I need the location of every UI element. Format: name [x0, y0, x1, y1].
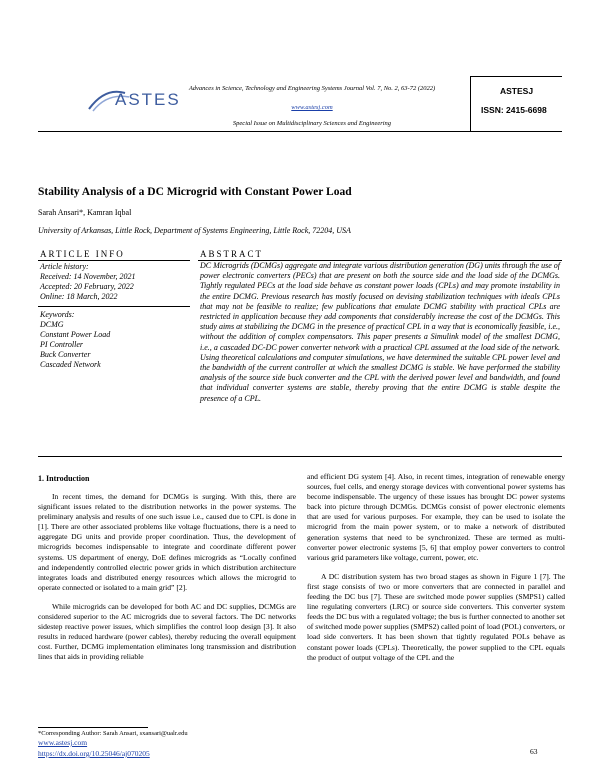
abstract-heading: ABSTRACT: [200, 249, 264, 259]
history-online: Online: 18 March, 2022: [40, 292, 118, 301]
paragraph: and efficient DG system [4]. Also, in recent times, integration of renewable energy sources, fuel cells, and energy storage devices with conventional power systems has become indispensable. The urgency of these issues has brought DC power systems back into picture through DCMGs. DCMGs consist of power electronic elements that are used for various purposes. For example, they can be used to isolate the microgrid from the main power system, or to make a network of distributed generation systems that need to be synchronized. These are termed as multi-converter power electronic systems [5, 6] that employ power converters to control various grid parameters like voltage, current, power, etc.: [307, 472, 565, 562]
keyword: Buck Converter: [40, 350, 91, 359]
header-rule-bottom: [38, 131, 562, 132]
article-info-rule: [38, 260, 190, 261]
introduction-heading: 1. Introduction: [38, 474, 90, 483]
paper-authors: Sarah Ansari*, Kamran Iqbal: [38, 208, 132, 217]
journal-url-link[interactable]: www.astesj.com: [291, 104, 333, 111]
paper-title: Stability Analysis of a DC Microgrid with Constant Power Load: [38, 186, 352, 198]
history-rule: [38, 306, 190, 307]
paragraph: In recent times, the demand for DCMGs is surging. With this, there are significant issues related to the distribution networks in the power systems. The preliminary analysis and results of one such issue i.e., caused due to CPL is done in [1]. There are other associated problems like voltage fluctuations, there is a need to aggregate DG units and provide proper coordination. Thus, the development of microgrids becomes indispensable to integrate and coordinate different power systems. US department of energy, DoE defines microgrids as “Locally confined and independently controlled electric power grids in which distribution architecture integrates loads and distributed energy resources which allows the microgrid to operate connected or isolated to a main grid” [2].: [38, 492, 296, 592]
paper-affiliation: University of Arkansas, Little Rock, Department of Systems Engineering, Little Rock, 72204, USA: [38, 226, 351, 235]
page-number: 63: [530, 747, 538, 756]
paragraph: While microgrids can be developed for both AC and DC supplies, DCMGs are considered superior to the AC microgrids due to several factors. The DC networks sidestep reactive power issues, which simplifies the control loop design [3]. It also results in reduced hardware (power cables), thereby reducing the overall equipment cost. Further, DCMG implementation eliminates long transmission and distribution lines that aids in providing reliable: [38, 601, 296, 662]
paragraph: A DC distribution system has two broad stages as shown in Figure 1 [7]. The first stage consists of two or more converters that are connected in parallel and feeding the DC bus [7]. These are switched mode power supplies (SMPS1) called line regulating converters (LRC) or source side converters. This converter system feeds the DC bus with a regulated voltage; the bus is further connected to another set of switched mode power supplies (SMPS2) called point of load (POL) converters, or load side converters. It has been shown that tightly regulated POLs behave as constant power loads (CPLs). Theoretically, the power supplied to the CPL equals the product of output voltage of the CPL and the: [307, 571, 565, 662]
issn: ISSN: 2415-6698: [481, 105, 547, 115]
header-rule-top: [470, 76, 562, 77]
abstract-end-rule: [38, 456, 562, 457]
article-info-heading: ARTICLE INFO: [40, 249, 125, 259]
history-accepted: Accepted: 20 February, 2022: [40, 282, 134, 291]
header-rule-divider: [470, 76, 471, 131]
right-column: [307, 472, 565, 672]
footnote-rule: [38, 727, 148, 728]
footer-url-link[interactable]: www.astesj.com: [38, 738, 88, 747]
history-label: Article history:: [40, 262, 89, 271]
brand-name: ASTES: [115, 90, 181, 109]
journal-line: Advances in Science, Technology and Engineering Systems Journal Vol. 7, No. 2, 63-72 (2022): [188, 85, 436, 92]
special-issue-line: Special Issue on Multidisciplinary Sciences and Engineering: [232, 120, 392, 127]
journal-abbrev: ASTESJ: [500, 86, 534, 96]
abstract-text: DC Microgrids (DCMGs) aggregate and integrate various distribution generation (DG) units through the use of power electronic converters (PECs) that are present on both the source side and the load side of the DCMGs. Tightly regulated PECs at the load side behave as constant power loads (CPLs) and may promote instability in the entire DCMG. Previous research has mostly focused on devising stabilization techniques with ideals CPLs that may not be feasible to realize; few publications that emulate DCMG stability with practical CPLs are restricted in application because they add components that considerably increase the cost of the DCMGs. This study aims at stabilizing the DCMG in the presence of practical CPL in a way that is economically feasible, i.e., without the addition of complex compensators. This paper presents a Simulink model of the smallest DCMG, i.e., a cascaded DC-DC power converter network with a practical CPL assumed at the load side of the network. Using theoretical calculations and computer simulations, we have determined the suitable CPL power level and the bandwidth of the current controller at which the smallest DCMG is stable. We have performed the stability analysis of the source side buck converter and the CPL with the derived power level and bandwidth, and found that individual converter systems are stable, thereby proving that the entire DCMG is stable despite the presence of a CPL.: [200, 261, 560, 403]
keywords-list: [40, 310, 110, 370]
keywords-label: Keywords:: [40, 310, 75, 319]
keyword: PI Controller: [40, 340, 84, 349]
keyword: Cascaded Network: [40, 360, 101, 369]
article-history: [40, 262, 136, 302]
left-column: [38, 492, 296, 672]
keyword: DCMG: [40, 320, 64, 329]
doi-link[interactable]: https://dx.doi.org/10.25046/aj070205: [38, 749, 150, 758]
keyword: Constant Power Load: [40, 330, 111, 339]
history-received: Received: 14 November, 2021: [40, 272, 136, 281]
footnote: *Corresponding Author: Sarah Ansari, sxansari@ualr.edu: [38, 730, 188, 737]
